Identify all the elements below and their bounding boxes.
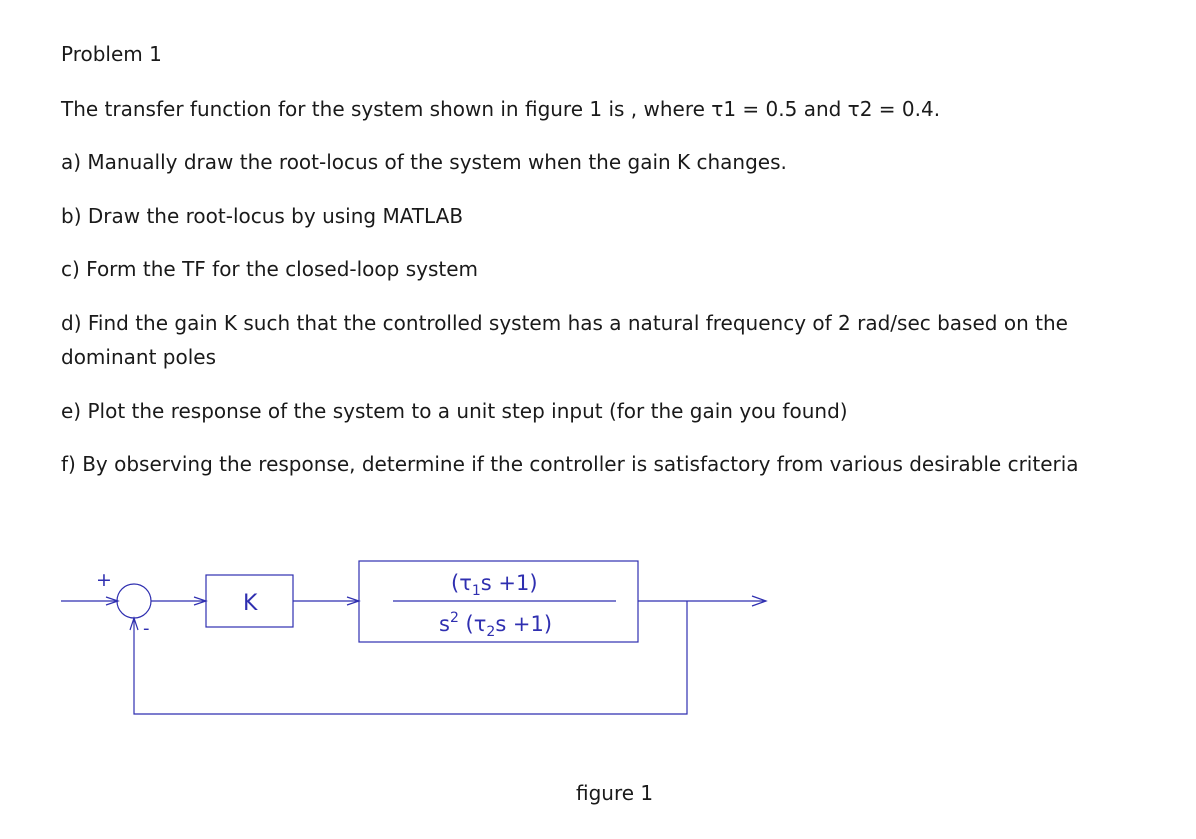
- denominator: [439, 610, 552, 640]
- item-a: a) Manually draw the root-locus of the system when the gain K changes.: [61, 150, 787, 174]
- denominator-subscript: 2: [486, 624, 496, 640]
- denominator-rest: s +1): [495, 612, 553, 636]
- numerator-rest: s +1): [480, 571, 538, 595]
- plus-sign: +: [96, 569, 112, 591]
- figure-caption: figure 1: [576, 781, 654, 805]
- problem-title: Problem 1: [61, 42, 162, 66]
- numerator-subscript: 1: [471, 583, 481, 599]
- item-d: d) Find the gain K such that the controlled system has a natural frequency of 2 rad/sec based on the dominant poles: [61, 311, 1068, 369]
- denominator-s: s: [439, 612, 450, 636]
- denominator-open: (τ: [458, 612, 487, 636]
- intro-text: The transfer function for the system shown in figure 1 is , where τ1 = 0.5 and τ2 = 0.4.: [61, 97, 941, 121]
- item-b: b) Draw the root-locus by using MATLAB: [61, 204, 464, 228]
- numerator-open: (τ: [451, 571, 472, 595]
- minus-sign: -: [143, 618, 150, 639]
- item-e: e) Plot the response of the system to a unit step input (for the gain you found): [61, 399, 848, 423]
- summing-junction: [117, 584, 151, 618]
- item-c: c) Form the TF for the closed-loop system: [61, 257, 479, 281]
- item-f: f) By observing the response, determine if the controller is satisfactory from various desirable criteria: [61, 452, 1079, 476]
- denominator-superscript: 2: [449, 610, 459, 626]
- gain-label: K: [243, 591, 258, 616]
- numerator: [451, 571, 538, 599]
- feedback-path: [134, 601, 687, 714]
